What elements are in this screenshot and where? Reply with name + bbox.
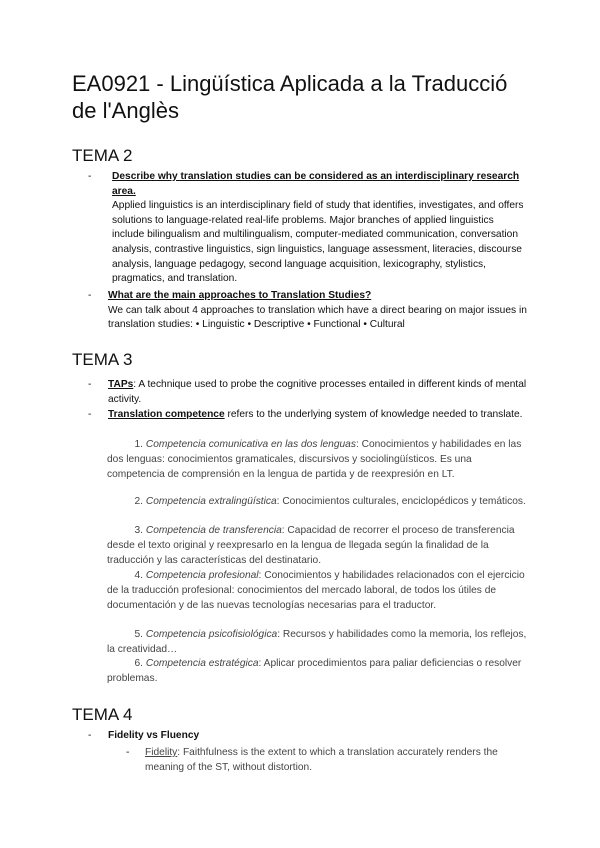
competencia-description: : Aplicar procedimientos para paliar deficiencias o resolver problemas. bbox=[107, 658, 522, 685]
list-item bbox=[88, 170, 528, 287]
competencia-name: Competencia psicofisiológica bbox=[145, 629, 278, 640]
answer-interdisciplinary: Applied linguistics is an interdisciplinary field of study that identifies, investigates, and offers solutions to language-related real-life problems. Major branches of applied linguistics include bilingualism and multilingualism, computer-mediated communication, conversation analysis, contrastive linguistics, sign linguistics, language assessment, literacies, discourse analysis, language pedagogy, second language acquisition, lexicography, stylistics, pragmatics, and translation. bbox=[112, 200, 524, 285]
document-title: EA0921 - Lingüística Aplicada a la Traducció de l'Anglès bbox=[72, 71, 508, 123]
tema-2-heading: TEMA 2 bbox=[72, 146, 133, 165]
list-item bbox=[88, 729, 528, 744]
competencia-number: 6. bbox=[134, 658, 143, 669]
answer-approaches: We can talk about 4 approaches to translation which have a direct bearing on major issues in translation studies: • Linguistic • Descriptive • Functional • Cultural bbox=[108, 304, 527, 331]
term-taps: TAPs bbox=[108, 379, 134, 390]
competencia-number: 5. bbox=[134, 629, 143, 640]
competencia-item bbox=[107, 494, 527, 509]
competencia-description: : Capacidad de recorrer el proceso de transferencia desde el texto original y reexpresarlo en la lengua de llegada según la finalidad de la traducción y las características del destinatario. bbox=[107, 525, 515, 567]
competencia-item bbox=[107, 568, 527, 614]
competencia-description: : Conocimientos y habilidades en las dos lenguas: conocimientos gramaticales, discursivos y sociolingüísticos. Es una competencia de comprensión en la lengua de partida y de reexpresión en LT. bbox=[107, 439, 522, 481]
competencia-item bbox=[107, 523, 527, 569]
competencia-item bbox=[107, 627, 527, 657]
tema-3-heading: TEMA 3 bbox=[72, 350, 133, 369]
competencia-number: 1. bbox=[134, 439, 143, 450]
competencia-number: 2. bbox=[134, 496, 143, 507]
competencia-number: 3. bbox=[134, 525, 143, 536]
competencia-name: Competencia de transferencia bbox=[145, 525, 282, 536]
definition-taps: : A technique used to probe the cognitive processes entailed in different kinds of mental activity. bbox=[108, 379, 527, 405]
item-fidelity-vs-fluency: Fidelity vs Fluency bbox=[108, 730, 200, 741]
competencia-name: Competencia extralingüística bbox=[145, 496, 277, 507]
competencia-name: Competencia comunicativa en las dos lenguas bbox=[145, 439, 356, 450]
sub-list-item bbox=[126, 745, 526, 775]
list-item bbox=[88, 289, 528, 333]
definition-fidelity: : Faithfulness is the extent to which a translation accurately renders the meaning of the ST, without distortion. bbox=[145, 747, 498, 774]
tema-4-heading: TEMA 4 bbox=[72, 705, 133, 724]
question-interdisciplinary: Describe why translation studies can be considered as an interdisciplinary research area. bbox=[112, 171, 520, 197]
competencia-description: : Recursos y habilidades como la memoria, los reflejos, la creatividad… bbox=[107, 629, 527, 656]
competencia-description: : Conocimientos culturales, enciclopédicos y temáticos. bbox=[276, 496, 526, 507]
definition-translation-competence: refers to the underlying system of knowledge needed to translate. bbox=[224, 409, 523, 420]
bullet-dash: - bbox=[88, 730, 92, 741]
term-translation-competence: Translation competence bbox=[108, 409, 225, 420]
bullet-dash: - bbox=[126, 747, 130, 758]
bullet-dash: - bbox=[88, 171, 92, 182]
list-item bbox=[88, 378, 528, 407]
bullet-dash: - bbox=[88, 290, 92, 301]
competencia-item bbox=[107, 656, 527, 686]
competencia-name: Competencia profesional bbox=[145, 570, 259, 581]
bullet-dash: - bbox=[88, 379, 92, 390]
competencia-description: : Conocimientos y habilidades relacionados con el ejercicio de la traducción profesional: conocimientos del mercado laboral, de todos los útiles de documentación y de las nuevas tecnologías necesarias para el traductor. bbox=[107, 570, 525, 612]
competencia-name: Competencia estratégica bbox=[145, 658, 259, 669]
bullet-dash: - bbox=[88, 409, 92, 420]
term-fidelity: Fidelity bbox=[145, 747, 178, 758]
question-approaches: What are the main approaches to Translation Studies? bbox=[108, 290, 372, 301]
competencia-item bbox=[107, 437, 527, 483]
list-item bbox=[88, 408, 528, 423]
competencia-number: 4. bbox=[134, 570, 143, 581]
